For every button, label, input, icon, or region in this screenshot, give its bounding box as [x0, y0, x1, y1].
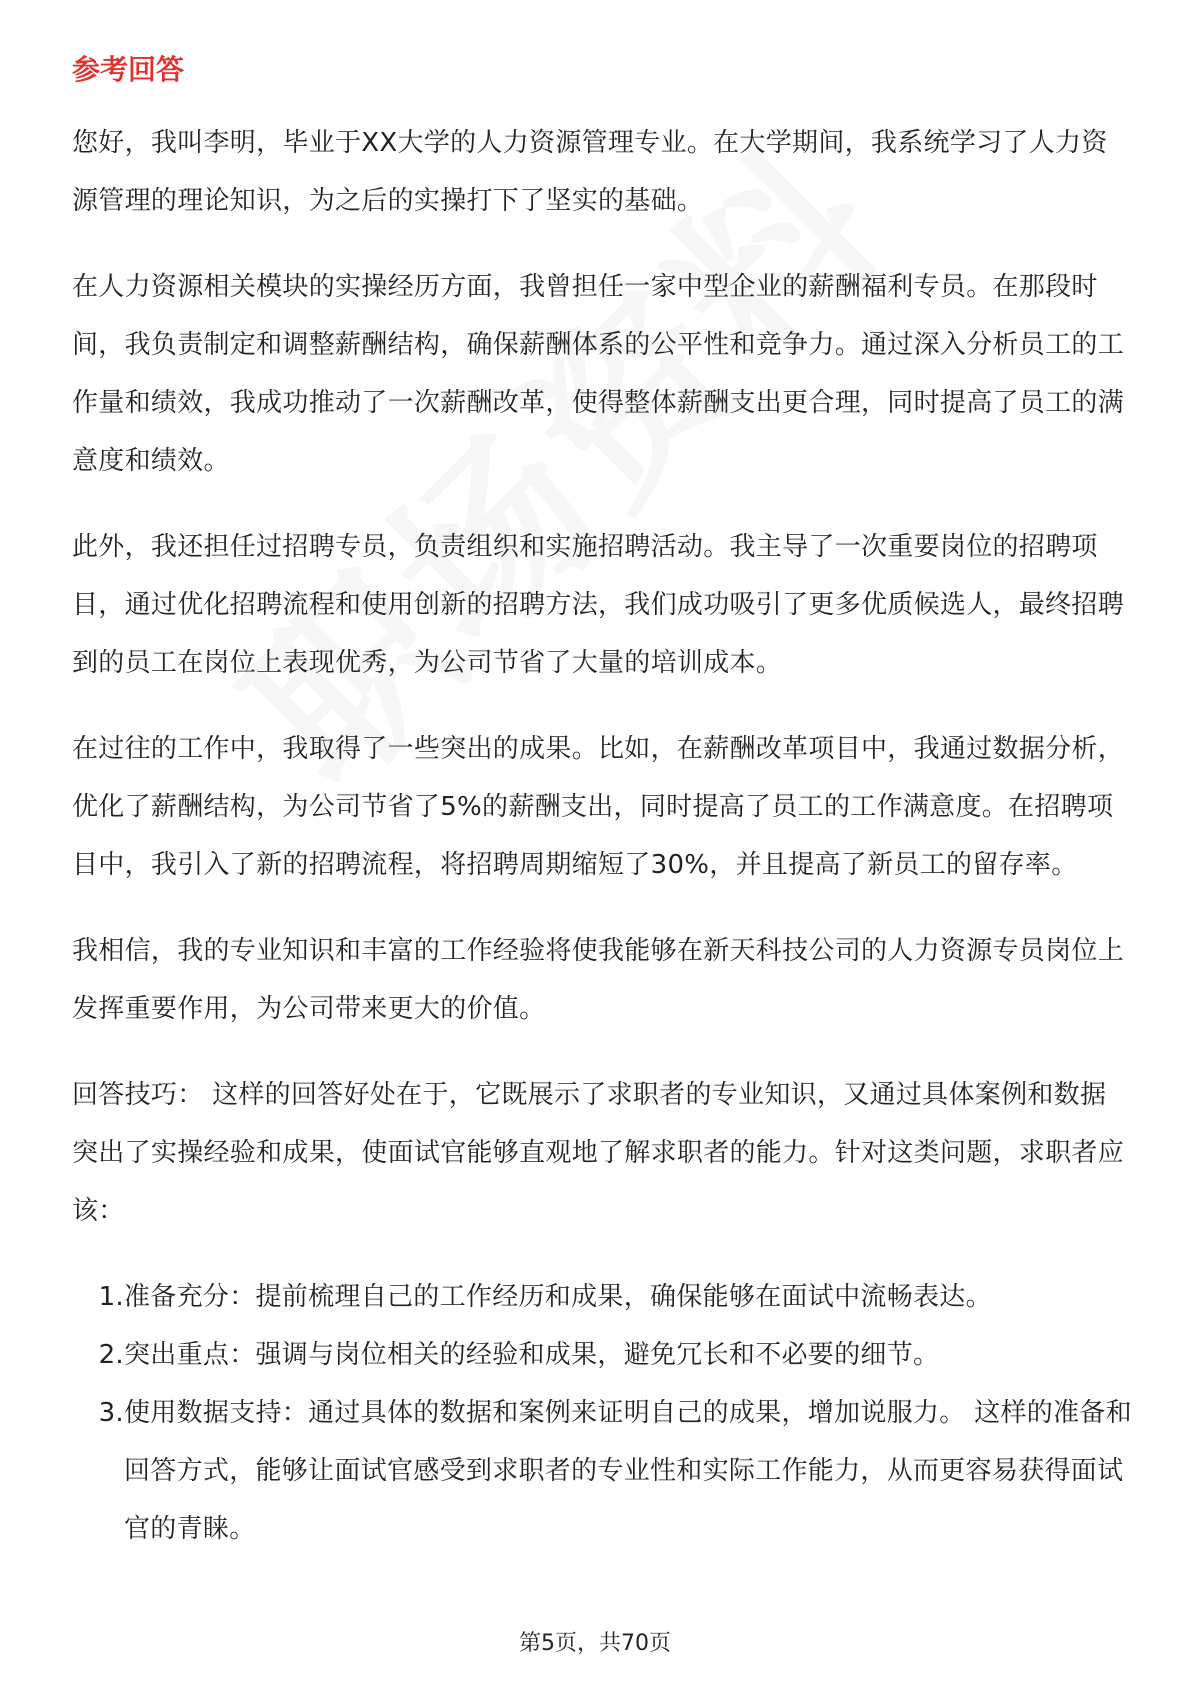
list-number: 3.	[98, 1398, 124, 1428]
paragraph-intro: 您好，我叫李明，毕业于XX大学的人力资源管理专业。在大学期间，我系统学习了人力资源管理的理论知识，为之后的实操打下了坚实的基础。	[72, 128, 1108, 216]
list-text: 使用数据支持：通过具体的数据和案例来证明自己的成果，增加说服力。 这样的准备和回答方式，能够让面试官感受到求职者的专业性和实际工作能力，从而更容易获得面试官的青睐。	[124, 1398, 1132, 1544]
paragraph-conclusion: 我相信，我的专业知识和丰富的工作经验将使我能够在新天科技公司的人力资源专员岗位上发挥重要作用，为公司带来更大的价值。	[72, 936, 1125, 1024]
page-number-footer: 第5页，共70页	[519, 1631, 671, 1656]
paragraph-compensation-experience: 在人力资源相关模块的实操经历方面，我曾担任一家中型企业的薪酬福利专员。在那段时间，我负责制定和调整薪酬结构，确保薪酬体系的公平性和竞争力。通过深入分析员工的工作量和绩效，我成功推动了一次薪酬改革，使得整体薪酬支出更合理，同时提高了员工的满意度和绩效。	[72, 272, 1125, 476]
paragraph-achievements: 在过往的工作中，我取得了一些突出的成果。比如，在薪酬改革项目中，我通过数据分析，优化了薪酬结构，为公司节省了5%的薪酬支出，同时提高了员工的工作满意度。在招聘项目中，我引入了新的招聘流程，将招聘周期缩短了30%，并且提高了新员工的留存率。	[72, 734, 1125, 880]
list-text: 准备充分：提前梳理自己的工作经历和成果，确保能够在面试中流畅表达。	[124, 1282, 992, 1312]
list-item	[72, 1326, 1132, 1384]
list-number: 1.	[98, 1282, 124, 1312]
list-text: 突出重点：强调与岗位相关的经验和成果，避免冗长和不必要的细节。	[124, 1340, 940, 1370]
list-item	[72, 1384, 1132, 1558]
content-area	[72, 50, 1132, 1558]
section-title: 参考回答	[72, 53, 185, 86]
list-item	[72, 1268, 1132, 1326]
list-number: 2.	[98, 1340, 124, 1370]
paragraph-recruiting-experience: 此外，我还担任过招聘专员，负责组织和实施招聘活动。我主导了一次重要岗位的招聘项目，通过优化招聘流程和使用创新的招聘方法，我们成功吸引了更多优质候选人，最终招聘到的员工在岗位上表现优秀，为公司节省了大量的培训成本。	[72, 532, 1125, 678]
tips-list	[72, 1268, 1132, 1558]
paragraph-answer-tips: 回答技巧： 这样的回答好处在于，它既展示了求职者的专业知识，又通过具体案例和数据突出了实操经验和成果，使面试官能够直观地了解求职者的能力。针对这类问题，求职者应该：	[72, 1080, 1125, 1226]
